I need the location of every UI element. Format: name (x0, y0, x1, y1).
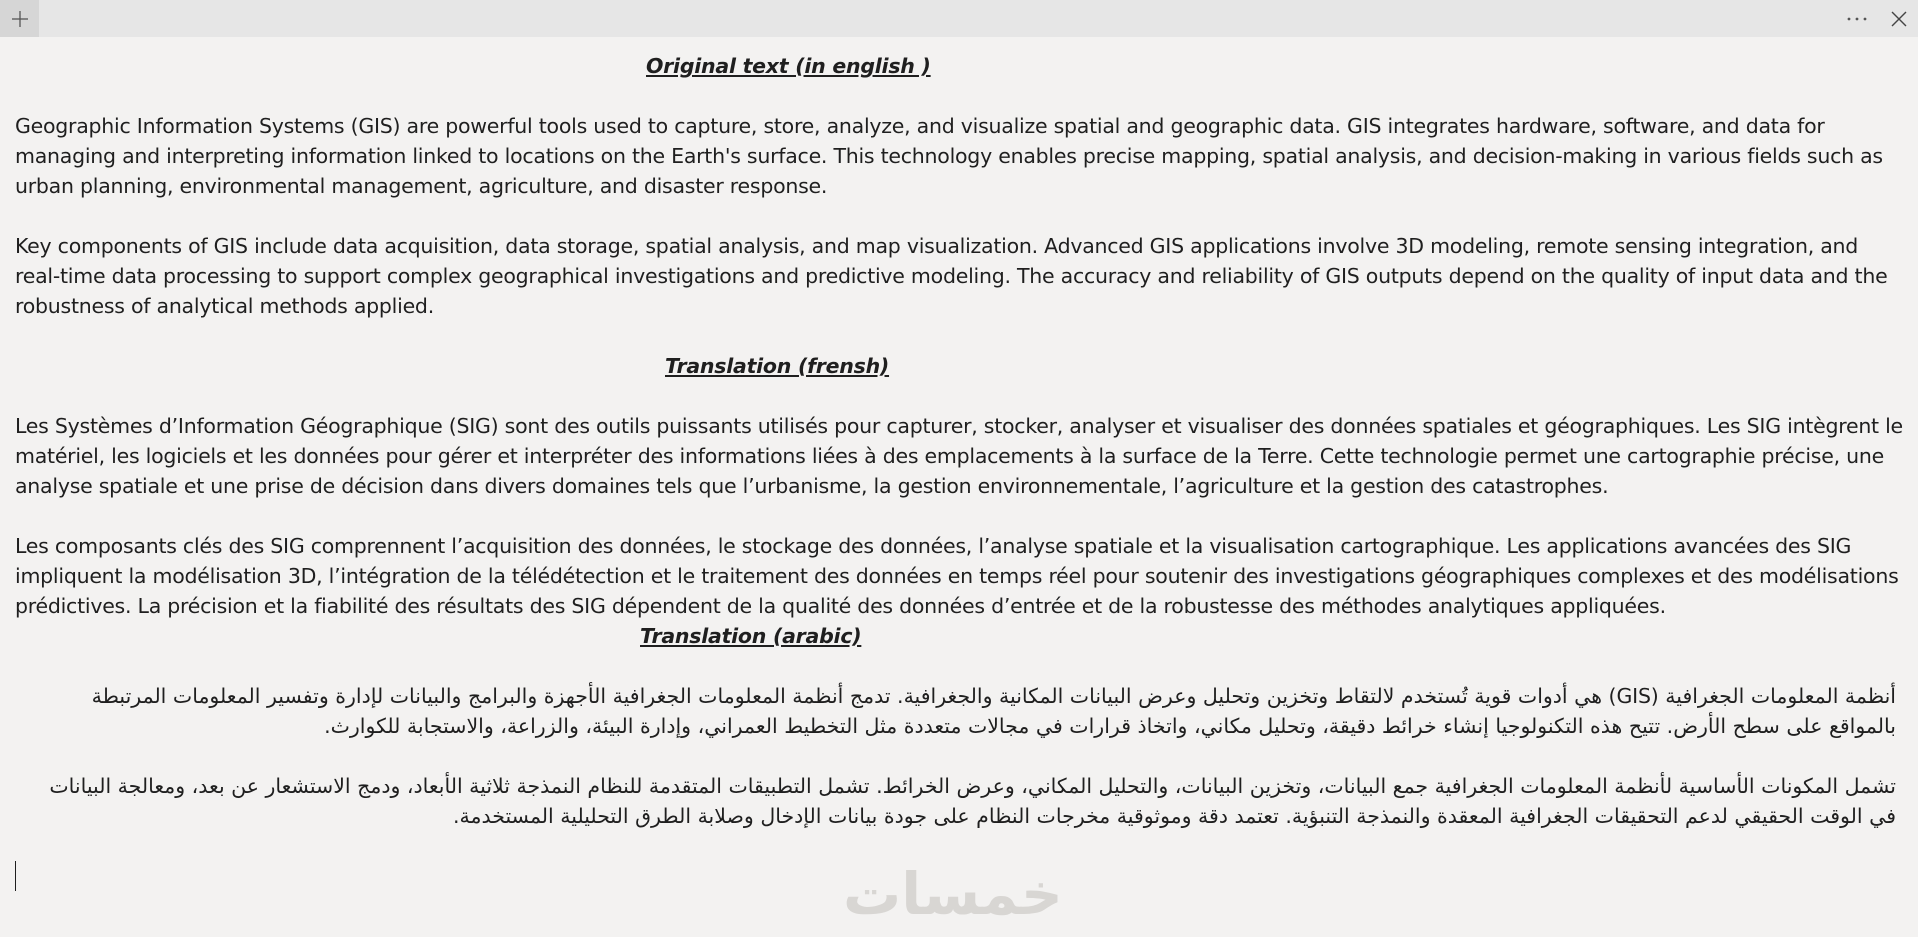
document-editor[interactable] (15, 37, 1905, 937)
arabic-paragraph-2: تشمل المكونات الأساسية لأنظمة المعلومات الجغرافية جمع البيانات، وتخزين البيانات، والتحليل المكاني، وعرض الخرائط. تشمل التطبيقات المتقدمة للنظام النمذجة ثلاثية الأبعاد، ودمج الاستشعار عن بعد، ومعالجة البيانات في الوقت الحقيقي لدعم التحقيقات الجغرافية المعقدة والنمذجة التنبؤية. تعتمد دقة وموثوقية مخرجات النظام على جودة بيانات الإدخال وصلابة الطرق التحليلية المستخدمة. (49, 774, 1896, 828)
french-paragraph-1: Les Systèmes d’Information Géographique (SIG) sont des outils puissants utilisés pour capturer, stocker, analyser et visualiser des données spatiales et géographiques. Les SIG intègrent le matériel, les logiciels et les données pour gérer et interpréter des informations liées à des emplacements à la surface de la Terre. Cette technologie permet une cartographie précise, une analyse spatiale et une prise de décision dans divers domaines tels que l’urbanisme, la gestion environnementale, l’agriculture et la gestion des catastrophes. (15, 414, 1903, 498)
arabic-paragraph-1: أنظمة المعلومات الجغرافية (GIS) هي أدوات قوية تُستخدم لالتقاط وتخزين وتحليل وعرض البيانات المكانية والجغرافية. تدمج أنظمة المعلومات الجغرافية الأجهزة والبرامج والبيانات لإدارة وتفسير المعلومات المرتبطة بالمواقع على سطح الأرض. تتيح هذه التكنولوجيا إنشاء خرائط دقيقة، وتحليل مكاني، واتخاذ قرارات في مجالات متعددة مثل التخطيط العمراني، وإدارة البيئة، والزراعة، والاستجابة للكوارث. (91, 684, 1896, 738)
title-bar (0, 0, 1918, 37)
text-caret (15, 861, 16, 891)
close-button[interactable] (1880, 0, 1918, 37)
watermark-logo: خمسات (843, 860, 1063, 928)
more-horizontal-icon (1846, 16, 1868, 22)
french-paragraph-2: Les composants clés des SIG comprennent l’acquisition des données, le stockage des données, l’analyse spatiale et la visualisation cartographique. Les applications avancées des SIG impliquent la modélisation 3D, l’intégration de la télédétection et le traitement des données en temps réel pour soutenir des investigations géographiques complexes et des modélisations prédictives. La précision et la fiabilité des résultats des SIG dépendent de la qualité des données d’entrée et de la robustesse des méthodes analytiques appliquées. (15, 534, 1899, 618)
heading-arabic-translation: Translation (arabic) (640, 624, 862, 648)
more-options-button[interactable] (1838, 0, 1876, 37)
new-tab-button[interactable] (0, 0, 39, 37)
heading-french-translation: Translation (frensh) (665, 354, 890, 378)
close-icon (1890, 10, 1908, 28)
plus-icon (10, 9, 30, 29)
english-paragraph-2: Key components of GIS include data acquisition, data storage, spatial analysis, and map visualization. Advanced GIS applications involve 3D modeling, remote sensing integration, and real-time data processing to support complex geographical investigations and predictive modeling. The accuracy and reliability of GIS outputs depend on the quality of input data and the robustness of analytical methods applied. (15, 234, 1888, 318)
english-paragraph-1: Geographic Information Systems (GIS) are powerful tools used to capture, store, analyze, and visualize spatial and geographic data. GIS integrates hardware, software, and data for managing and interpreting information linked to locations on the Earth's surface. This technology enables precise mapping, spatial analysis, and decision-making in various fields such as urban planning, environmental management, agriculture, and disaster response. (15, 114, 1883, 198)
heading-original-text: Original text (in english ) (646, 54, 931, 78)
